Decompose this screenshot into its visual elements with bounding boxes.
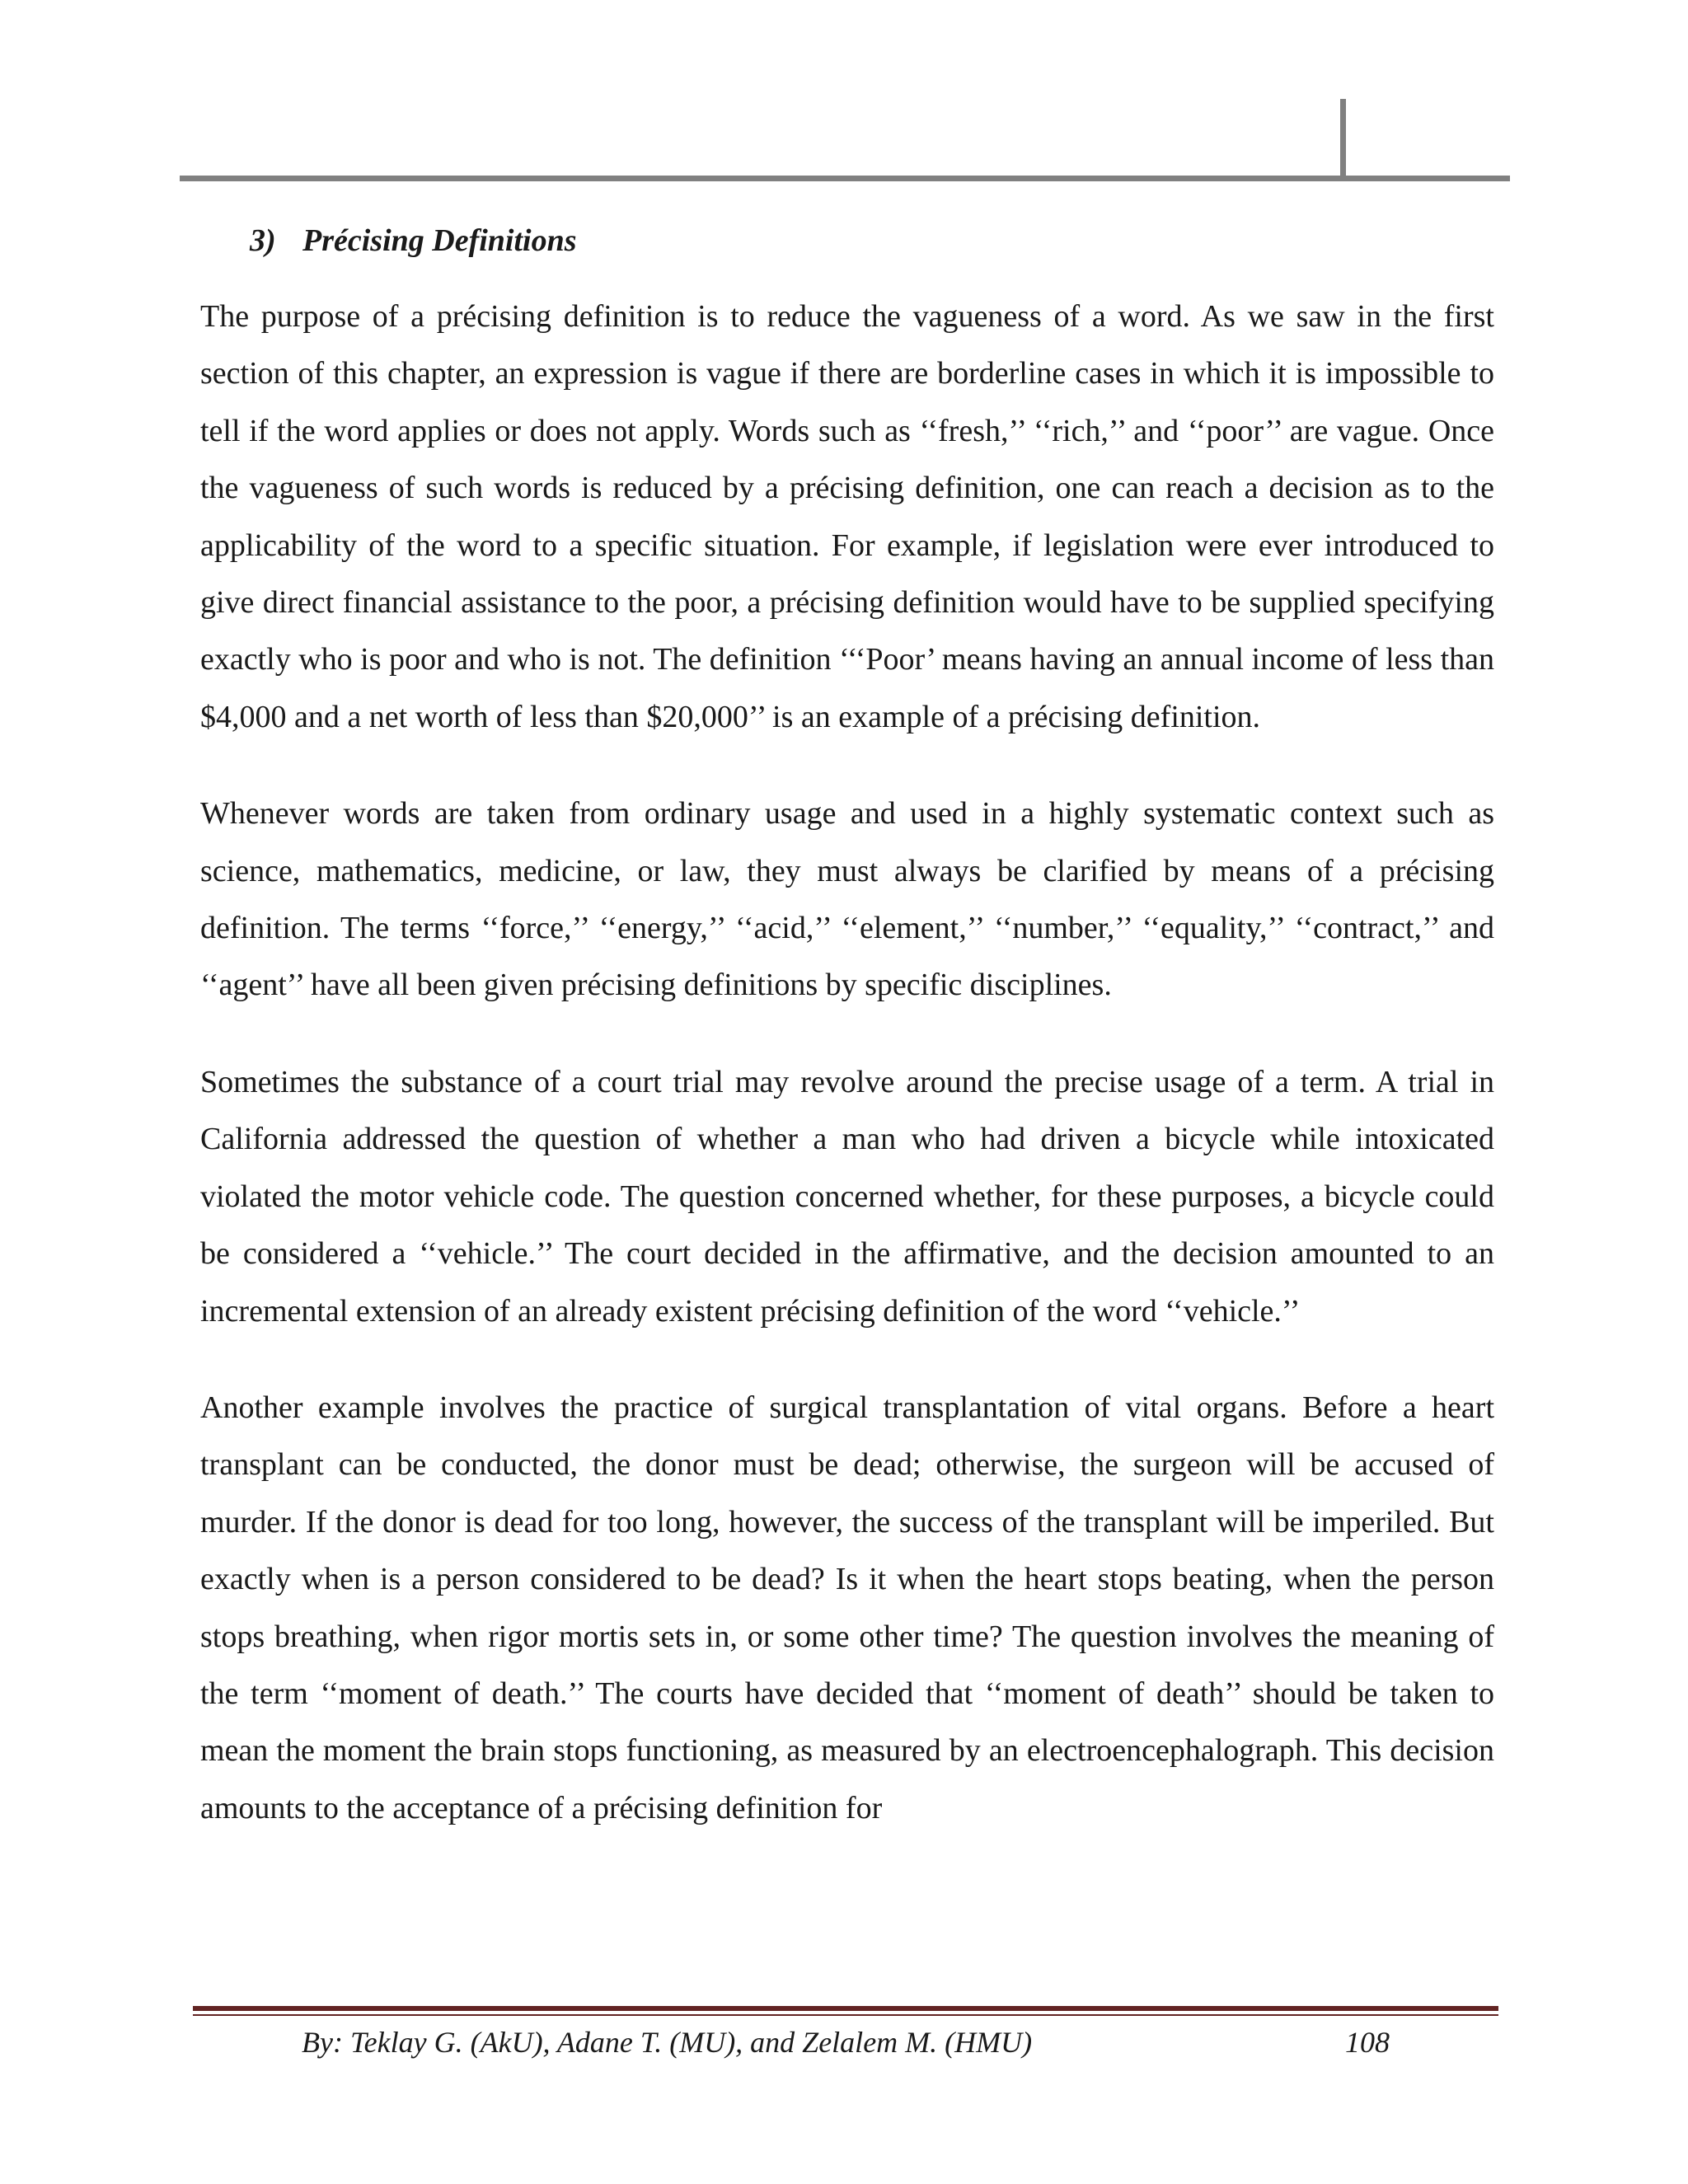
footer-rule-thick — [193, 2006, 1498, 2011]
section-number: 3) — [250, 223, 276, 258]
section-heading — [250, 216, 1494, 265]
page-body — [200, 216, 1494, 1877]
paragraph-1: The purpose of a précising definition is to reduce the vagueness of a word. As we saw in the first section of this chapter, an expression is vague if there are borderline cases in which it is impossible to tell if the word applies or does not apply. Words such as ‘‘fresh,’’ ‘‘rich,’’ and ‘‘poor’’ are vague. Once the vagueness of such words is reduced by a précising definition, one can reach a decision as to the applicability of the word to a specific situation. For example, if legislation were ever introduced to give direct financial assistance to the poor, a précising definition would have to be supplied specifying exactly who is poor and who is not. The definition ‘‘‘Poor’ means having an annual income of less than $4,000 and a net worth of less than $20,000’’ is an example of a précising definition. — [200, 299, 1494, 734]
footer-rule-thin — [193, 2014, 1498, 2016]
section-title: Précising Definitions — [302, 223, 577, 258]
page-footer — [302, 2018, 1390, 2067]
paragraph-3: Sometimes the substance of a court trial may revolve around the precise usage of a term. A trial in California addressed the question of whether a man who had driven a bicycle while intoxicated violated the motor vehicle code. The question concerned whether, for these purposes, a bicycle could be considered a ‘‘vehicle.’’ The court decided in the affirmative, and the decision amounted to an incremental extension of an already existent précising definition of the word ‘‘vehicle.’’ — [200, 1064, 1494, 1329]
header-tick — [1340, 99, 1346, 181]
paragraph-4: Another example involves the practice of surgical transplantation of vital organs. Before a heart transplant can be conducted, the donor must be dead; otherwise, the surgeon will be accused of murder. If the donor is dead for too long, however, the success of the transplant will be imperiled. But exactly when is a person considered to be dead? Is it when the heart stops beating, when the person stops breathing, when rigor mortis sets in, or some other time? The question involves the meaning of the term ‘‘moment of death.’’ The courts have decided that ‘‘moment of death’’ should be taken to mean the moment the brain stops functioning, as measured by an electroencephalograph. This decision amounts to the acceptance of a précising definition for — [200, 1390, 1494, 1825]
paragraph-2: Whenever words are taken from ordinary usage and used in a highly systematic context such as science, mathematics, medicine, or law, they must always be clarified by means of a précising definition. The terms ‘‘force,’’ ‘‘energy,’’ ‘‘acid,’’ ‘‘element,’’ ‘‘number,’’ ‘‘equality,’’ ‘‘contract,’’ and ‘‘agent’’ have all been given précising definitions by specific disciplines. — [200, 796, 1494, 1003]
footer-authors: By: Teklay G. (AkU), Adane T. (MU), and Zelalem M. (HMU) — [302, 2026, 1033, 2059]
header-rule — [180, 176, 1510, 181]
page-number: 108 — [1345, 2026, 1390, 2059]
